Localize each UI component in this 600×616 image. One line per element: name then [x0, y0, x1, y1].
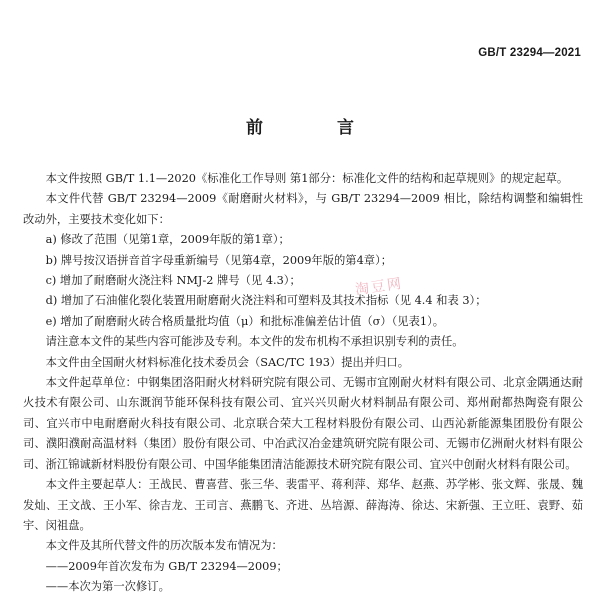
history-item-revision: ——本次为第一次修订。: [45, 580, 170, 594]
paragraph-patent-notice: 请注意本文件的某些内容可能涉及专利。本文件的发布机构不承担识别专利的责任。: [45, 335, 464, 349]
standard-number: GB/T 23294—2021: [478, 47, 581, 59]
watermark: 淘豆网: [354, 275, 405, 299]
change-item-a: a) 修改了范围（见第1章，2009年版的第1章）；: [45, 233, 290, 247]
change-item-d: d) 增加了石油催化裂化装置用耐磨耐火浇注料和可塑料及其技术指标（见 4.4 和表 3）；: [45, 294, 487, 308]
history-item-2009: ——2009年首次发布为 GB/T 23294—2009；: [45, 559, 288, 573]
paragraph-drafting-units: 本文件起草单位：中钢集团洛阳耐火材料研究院有限公司、无锡市宜刚耐火材料有限公司、北京金隅通达耐火技术有限公司、山东溉润节能环保科技有限公司、宜兴兴贝耐火材料制品有限公司、郑州耐都热陶瓷有限公司、宜兴市中电耐磨耐火科技有限公司、北京联合荣大工程材料股份有限公司、山西沁新能源集团股份有限公司、濮阳濮耐高温材料（集团）股份有限公司、中冶武汉冶金建筑研究院有限公司、无锡市亿洲耐火材料有限公司、浙江锦诚新材料股份有限公司、中国华能集团清洁能源技术研究院有限公司、宜兴中创耐火材料有限公司。: [23, 376, 583, 471]
paragraph-committee: 本文件由全国耐火材料标准化技术委员会（SAC/TC 193）提出并归口。: [45, 355, 409, 369]
paragraph-replacement: 本文件代替 GB/T 23294—2009《耐磨耐火材料》，与 GB/T 23294—2009 相比，除结构调整和编辑性改动外，主要技术变化如下：: [23, 192, 583, 226]
change-item-c: c) 增加了耐磨耐火浇注料 NMJ-2 牌号（见 4.3）；: [45, 274, 301, 288]
change-item-b: b) 牌号按汉语拼音首字母重新编号（见第4章，2009年版的第4章）；: [45, 253, 393, 267]
paragraph-drafting-rules: 本文件按照 GB/T 1.1—2020《标准化工作导则 第1部分：标准化文件的结构和起草规则》的规定起草。: [45, 172, 569, 185]
page-title: 前 言: [246, 118, 388, 138]
change-item-e: e) 增加了耐磨耐火砖合格质量批均值（μ）和批标准偏差估计值（σ）（见表1）。: [45, 314, 445, 328]
foreword-body: [23, 169, 583, 598]
paragraph-history-intro: 本文件及其所代替文件的历次版本发布情况为：: [45, 539, 283, 553]
paragraph-drafters: 本文件主要起草人：王战民、曹喜营、张三华、裴雷平、蒋利萍、郑华、赵燕、苏学彬、张文辉、张晟、魏发灿、王文战、王小军、徐吉龙、王司言、燕鹏飞、齐进、丛培源、薛海涛、徐达、宋新强、王立旺、袁野、茹宇、闵祖盘。: [23, 478, 583, 532]
